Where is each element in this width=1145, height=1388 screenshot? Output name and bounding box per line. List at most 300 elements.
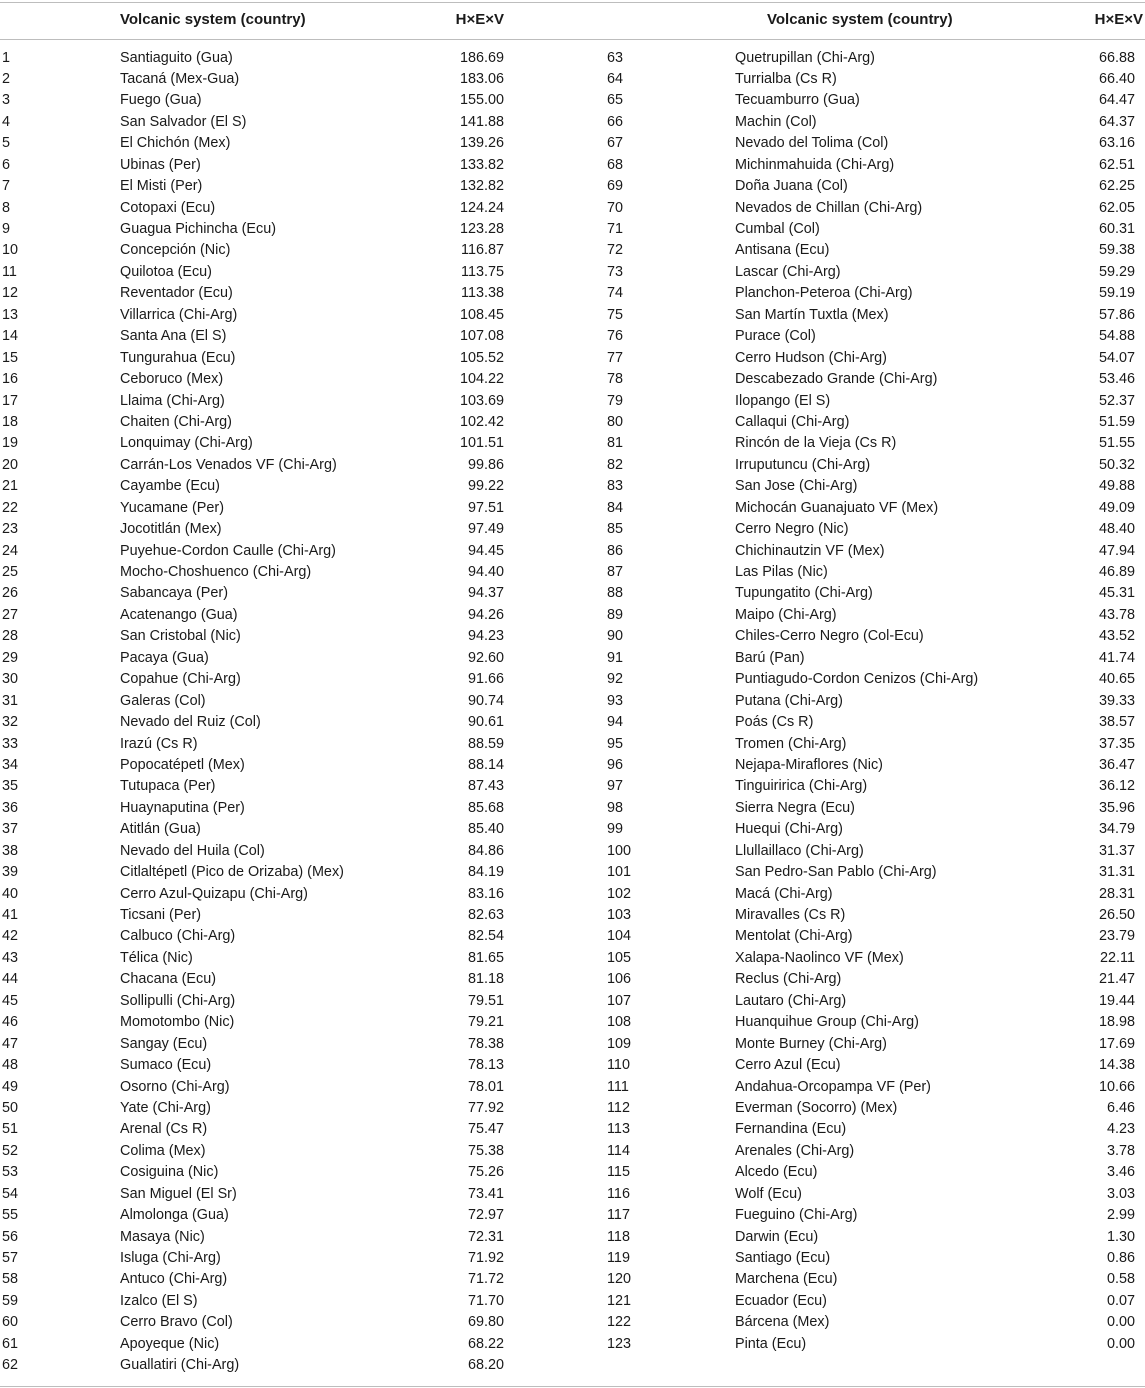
hxexv-value-left: 82.54	[467, 928, 504, 945]
volcano-name-right: Cumbal (Col)	[735, 221, 820, 237]
hxexv-value-right: 31.31	[1098, 864, 1135, 881]
rank-left: 14	[2, 328, 19, 345]
rank-right: 95	[607, 735, 624, 752]
hxexv-value-right: 10.66	[1098, 1078, 1135, 1095]
hxexv-value-left: 85.68	[467, 799, 504, 816]
header-rule	[0, 39, 1145, 40]
rank-right: 112	[607, 1099, 630, 1116]
rank-right: 90	[607, 628, 624, 645]
hxexv-value-left: 99.86	[467, 456, 504, 473]
rank-left: 49	[2, 1078, 19, 1095]
table-row	[0, 1248, 1145, 1269]
rank-right: 91	[607, 649, 624, 666]
rank-left: 47	[2, 1035, 19, 1052]
volcano-name-left: Cayambe (Ecu)	[120, 478, 220, 495]
volcano-name-left: Lonquimay (Chi-Arg)	[120, 435, 253, 452]
rank-right: 83	[607, 478, 624, 495]
table-row	[0, 48, 1145, 69]
table-row	[0, 412, 1145, 433]
table-row	[0, 1162, 1145, 1183]
rank-right: 87	[607, 564, 624, 580]
hxexv-value-left: 77.92	[467, 1099, 504, 1116]
hxexv-value-right: 50.32	[1098, 456, 1135, 473]
hxexv-value-left: 85.40	[467, 821, 504, 838]
rank-left: 9	[2, 221, 11, 237]
hxexv-value-right: 2.99	[1106, 1207, 1135, 1224]
rank-right: 117	[607, 1207, 630, 1224]
hxexv-value-left: 99.22	[467, 478, 504, 495]
hxexv-value-left: 78.38	[467, 1035, 504, 1052]
volcano-name-left: Atitlán (Gua)	[120, 821, 201, 838]
hxexv-value-right: 64.37	[1098, 113, 1135, 130]
rank-left: 54	[2, 1185, 19, 1202]
rank-left: 37	[2, 821, 19, 838]
table-row	[0, 1098, 1145, 1119]
hxexv-value-right: 0.58	[1106, 1271, 1135, 1288]
hxexv-value-left: 124.24	[459, 199, 504, 216]
volcano-name-left: Nevado del Huila (Col)	[120, 842, 265, 859]
hxexv-value-left: 94.40	[467, 564, 504, 580]
rank-right: 108	[607, 1014, 632, 1031]
rank-right: 121	[607, 1292, 632, 1309]
rank-left: 32	[2, 714, 19, 731]
rank-right: 74	[607, 285, 624, 302]
table-row	[0, 262, 1145, 283]
rank-right: 107	[607, 992, 632, 1009]
hxexv-value-right: 22.11	[1100, 949, 1135, 966]
rank-left: 48	[2, 1057, 19, 1074]
hxexv-value-left: 183.06	[459, 70, 504, 87]
header-hxexv-right: H×E×V	[1094, 11, 1143, 28]
hxexv-value-right: 45.31	[1098, 585, 1135, 602]
hxexv-value-left: 88.59	[467, 735, 504, 752]
hxexv-value-right: 66.40	[1098, 70, 1135, 87]
rank-right: 71	[607, 221, 624, 237]
hxexv-value-left: 68.20	[467, 1357, 504, 1374]
rank-right: 92	[607, 671, 624, 688]
rank-left: 50	[2, 1099, 19, 1116]
volcano-name-left: Acatenango (Gua)	[120, 606, 238, 623]
volcano-name-right: Planchon-Peteroa (Chi-Arg)	[735, 285, 913, 302]
rank-right: 78	[607, 371, 624, 388]
hxexv-value-right: 0.00	[1106, 1335, 1135, 1352]
rank-left: 59	[2, 1292, 19, 1309]
volcano-name-left: Télica (Nic)	[120, 949, 193, 966]
rank-right: 104	[607, 928, 632, 945]
hxexv-value-right: 49.88	[1098, 478, 1135, 495]
hxexv-value-right: 47.94	[1098, 542, 1135, 559]
rank-right: 122	[607, 1314, 632, 1331]
table-row	[0, 455, 1145, 476]
volcano-name-right: Barú (Pan)	[735, 649, 805, 666]
volcano-name-left: Masaya (Nic)	[120, 1228, 205, 1245]
table-row	[0, 1184, 1145, 1205]
volcano-name-left: Santa Ana (El S)	[120, 328, 227, 345]
volcano-name-right: Santiago (Ecu)	[735, 1250, 831, 1266]
rank-left: 11	[2, 263, 17, 280]
rank-left: 40	[2, 885, 19, 902]
volcano-name-right: Descabezado Grande (Chi-Arg)	[735, 371, 938, 388]
table-row	[0, 1205, 1145, 1226]
table-row	[0, 583, 1145, 604]
hxexv-value-left: 102.42	[459, 413, 504, 430]
volcano-name-right: Marchena (Ecu)	[735, 1271, 838, 1288]
hxexv-value-right: 18.98	[1098, 1014, 1135, 1031]
volcano-name-left: Yucamane (Per)	[120, 499, 224, 516]
table-row	[0, 905, 1145, 926]
rank-right: 110	[607, 1057, 630, 1074]
hxexv-value-left: 81.65	[467, 949, 504, 966]
table-row	[0, 562, 1145, 583]
volcano-name-left: Villarrica (Chi-Arg)	[120, 306, 238, 323]
hxexv-value-right: 40.65	[1098, 671, 1135, 688]
volcano-name-left: Guallatiri (Chi-Arg)	[120, 1357, 240, 1374]
table-row	[0, 776, 1145, 797]
hxexv-value-left: 69.80	[467, 1314, 504, 1331]
volcano-name-left: Irazú (Cs R)	[120, 735, 198, 752]
volcano-name-right: Doña Juana (Col)	[735, 178, 848, 195]
rank-right: 69	[607, 178, 624, 195]
hxexv-value-left: 105.52	[459, 349, 504, 366]
hxexv-value-left: 132.82	[459, 178, 504, 195]
rank-right: 102	[607, 885, 632, 902]
table-row	[0, 1312, 1145, 1333]
volcano-name-left: Colima (Mex)	[120, 1142, 206, 1159]
hxexv-value-right: 37.35	[1098, 735, 1135, 752]
hxexv-value-left: 72.31	[467, 1228, 504, 1245]
volcano-name-right: Huanquihue Group (Chi-Arg)	[735, 1014, 919, 1031]
table-row	[0, 1119, 1145, 1140]
rank-left: 53	[2, 1164, 19, 1181]
rank-right: 115	[607, 1164, 630, 1181]
volcano-name-right: Miravalles (Cs R)	[735, 907, 846, 923]
hxexv-value-right: 64.47	[1098, 92, 1135, 109]
volcano-name-right: Tupungatito (Chi-Arg)	[735, 585, 873, 602]
volcano-name-right: Wolf (Ecu)	[735, 1185, 802, 1202]
table-row	[0, 283, 1145, 304]
table-row	[0, 926, 1145, 947]
volcano-name-right: Monte Burney (Chi-Arg)	[735, 1035, 887, 1052]
rank-left: 34	[2, 756, 19, 773]
rank-left: 12	[2, 285, 19, 302]
rank-left: 52	[2, 1142, 19, 1159]
hxexv-value-right: 49.09	[1098, 499, 1135, 516]
rank-right: 97	[607, 778, 624, 795]
rank-right: 70	[607, 199, 624, 216]
hxexv-value-right: 54.07	[1098, 349, 1135, 366]
hxexv-value-left: 104.22	[459, 371, 504, 388]
volcano-name-right: Cerro Hudson (Chi-Arg)	[735, 349, 887, 366]
table-row	[0, 541, 1145, 562]
volcano-name-left: Pacaya (Gua)	[120, 649, 209, 666]
volcano-name-left: Sabancaya (Per)	[120, 585, 228, 602]
rank-right: 106	[607, 971, 632, 988]
rank-left: 39	[2, 864, 19, 881]
volcano-name-right: Nejapa-Miraflores (Nic)	[735, 756, 883, 773]
hxexv-value-left: 94.26	[467, 606, 504, 623]
rank-left: 46	[2, 1014, 19, 1031]
hxexv-value-left: 108.45	[459, 306, 504, 323]
volcano-name-left: Osorno (Chi-Arg)	[120, 1078, 230, 1095]
table-row	[0, 862, 1145, 883]
volcano-name-right: Andahua-Orcopampa VF (Per)	[735, 1078, 931, 1095]
rank-left: 27	[2, 606, 19, 623]
hxexv-value-left: 88.14	[467, 756, 504, 773]
rank-left: 45	[2, 992, 19, 1009]
table-row	[0, 691, 1145, 712]
rank-right: 93	[607, 692, 624, 709]
volcano-name-left: Tungurahua (Ecu)	[120, 349, 236, 366]
volcano-name-left: Huaynaputina (Per)	[120, 799, 245, 816]
hxexv-value-right: 31.37	[1098, 842, 1135, 859]
hxexv-value-right: 43.52	[1098, 628, 1135, 645]
hxexv-value-left: 97.49	[467, 521, 504, 538]
table-row	[0, 240, 1145, 261]
volcano-name-left: Citlaltépetl (Pico de Orizaba) (Mex)	[120, 864, 344, 881]
table-row	[0, 969, 1145, 990]
volcano-name-right: Michocán Guanajuato VF (Mex)	[735, 499, 939, 516]
hxexv-value-right: 53.46	[1098, 371, 1135, 388]
hxexv-value-right: 1.30	[1106, 1228, 1135, 1245]
rank-left: 35	[2, 778, 19, 795]
hxexv-value-left: 107.08	[459, 328, 504, 345]
hxexv-value-right: 39.33	[1098, 692, 1135, 709]
volcano-name-left: El Chichón (Mex)	[120, 135, 231, 152]
table-row	[0, 369, 1145, 390]
rank-left: 3	[2, 92, 11, 109]
volcano-name-left: Isluga (Chi-Arg)	[120, 1250, 221, 1266]
hxexv-value-right: 23.79	[1098, 928, 1135, 945]
table-row	[0, 391, 1145, 412]
rank-left: 31	[2, 692, 19, 709]
table-row	[0, 198, 1145, 219]
hxexv-value-left: 78.13	[467, 1057, 504, 1074]
rank-right: 73	[607, 263, 624, 280]
volcano-name-right: Reclus (Chi-Arg)	[735, 971, 842, 988]
rank-left: 36	[2, 799, 19, 816]
volcano-name-left: Santiaguito (Gua)	[120, 49, 233, 66]
rank-left: 43	[2, 949, 19, 966]
table-row	[0, 1334, 1145, 1355]
volcano-name-left: San Cristobal (Nic)	[120, 628, 241, 645]
hxexv-value-left: 91.66	[467, 671, 504, 688]
volcano-name-left: Momotombo (Nic)	[120, 1014, 235, 1031]
table-row	[0, 1227, 1145, 1248]
volcano-name-right: Ecuador (Ecu)	[735, 1292, 827, 1309]
table-bottom-rule	[0, 1386, 1145, 1387]
volcano-name-right: Ilopango (El S)	[735, 392, 831, 409]
table-row	[0, 1291, 1145, 1312]
table-row	[0, 1034, 1145, 1055]
table-row	[0, 1141, 1145, 1162]
volcano-name-left: Jocotitlán (Mex)	[120, 521, 222, 538]
hxexv-value-right: 48.40	[1098, 521, 1135, 538]
rank-left: 24	[2, 542, 19, 559]
volcano-name-left: Chaiten (Chi-Arg)	[120, 413, 232, 430]
volcano-name-right: Alcedo (Ecu)	[735, 1164, 818, 1181]
hxexv-value-left: 186.69	[459, 49, 504, 66]
hxexv-value-right: 63.16	[1098, 135, 1135, 152]
hxexv-value-right: 28.31	[1098, 885, 1135, 902]
hxexv-value-right: 59.38	[1098, 242, 1135, 259]
hxexv-value-right: 51.55	[1098, 435, 1135, 452]
table-row	[0, 755, 1145, 776]
volcano-name-left: Ceboruco (Mex)	[120, 371, 224, 388]
hxexv-value-right: 6.46	[1106, 1099, 1135, 1116]
rank-left: 22	[2, 499, 19, 516]
volcano-name-right: Darwin (Ecu)	[735, 1228, 819, 1245]
volcano-name-left: San Miguel (El Sr)	[120, 1185, 237, 1202]
hxexv-value-right: 46.89	[1098, 564, 1135, 580]
volcano-name-left: Puyehue-Cordon Caulle (Chi-Arg)	[120, 542, 336, 559]
volcano-name-left: Nevado del Ruiz (Col)	[120, 714, 261, 731]
hxexv-value-left: 75.38	[467, 1142, 504, 1159]
table-row	[0, 90, 1145, 111]
volcano-name-right: Llullaillaco (Chi-Arg)	[735, 842, 864, 859]
volcano-name-left: Carrán-Los Venados VF (Chi-Arg)	[120, 456, 337, 473]
volcano-name-left: Almolonga (Gua)	[120, 1207, 229, 1224]
table-row	[0, 305, 1145, 326]
header-hxexv-left: H×E×V	[455, 11, 504, 28]
rank-right: 119	[607, 1250, 630, 1266]
hxexv-value-right: 59.19	[1098, 285, 1135, 302]
volcano-name-left: Reventador (Ecu)	[120, 285, 233, 302]
hxexv-value-right: 57.86	[1098, 306, 1135, 323]
volcano-name-right: Nevados de Chillan (Chi-Arg)	[735, 199, 923, 216]
hxexv-value-left: 83.16	[467, 885, 504, 902]
rank-right: 72	[607, 242, 624, 259]
hxexv-value-left: 73.41	[467, 1185, 504, 1202]
rank-left: 13	[2, 306, 19, 323]
rank-right: 64	[607, 70, 624, 87]
volcano-name-right: Mentolat (Chi-Arg)	[735, 928, 853, 945]
rank-right: 114	[607, 1142, 630, 1159]
hxexv-value-right: 62.25	[1098, 178, 1135, 195]
hxexv-value-left: 78.01	[467, 1078, 504, 1095]
rank-left: 10	[2, 242, 19, 259]
hxexv-value-left: 113.38	[461, 285, 504, 302]
table-row	[0, 669, 1145, 690]
rank-right: 105	[607, 949, 632, 966]
volcano-name-right: Macá (Chi-Arg)	[735, 885, 833, 902]
volcano-name-right: Chiles-Cerro Negro (Col-Ecu)	[735, 628, 924, 645]
table-row	[0, 69, 1145, 90]
hxexv-value-left: 82.63	[467, 907, 504, 923]
volcano-name-left: Sumaco (Ecu)	[120, 1057, 212, 1074]
hxexv-value-left: 71.92	[467, 1250, 504, 1266]
volcano-name-right: San Martín Tuxtla (Mex)	[735, 306, 889, 323]
hxexv-value-left: 79.21	[467, 1014, 504, 1031]
hxexv-value-left: 116.87	[461, 242, 504, 259]
volcano-name-left: Calbuco (Chi-Arg)	[120, 928, 236, 945]
hxexv-value-left: 139.26	[459, 135, 504, 152]
volcano-name-left: Ubinas (Per)	[120, 156, 201, 173]
hxexv-value-left: 84.19	[467, 864, 504, 881]
volcano-name-left: Apoyeque (Nic)	[120, 1335, 220, 1352]
hxexv-value-right: 66.88	[1098, 49, 1135, 66]
rank-right: 123	[607, 1335, 632, 1352]
table-row	[0, 348, 1145, 369]
volcano-name-left: Cotopaxi (Ecu)	[120, 199, 216, 216]
rank-right: 68	[607, 156, 624, 173]
table-row	[0, 219, 1145, 240]
volcano-name-left: Ticsani (Per)	[120, 907, 202, 923]
hxexv-value-right: 62.51	[1098, 156, 1135, 173]
volcano-name-left: San Salvador (El S)	[120, 113, 247, 130]
volcano-name-left: Mocho-Choshuenco (Chi-Arg)	[120, 564, 312, 580]
hxexv-value-right: 19.44	[1098, 992, 1135, 1009]
volcano-name-right: Irruputuncu (Chi-Arg)	[735, 456, 871, 473]
volcano-name-right: Poás (Cs R)	[735, 714, 814, 731]
hxexv-value-left: 94.37	[467, 585, 504, 602]
hxexv-value-right: 3.78	[1106, 1142, 1135, 1159]
rank-left: 23	[2, 521, 19, 538]
table-body	[0, 48, 1145, 1377]
rank-left: 6	[2, 156, 11, 173]
volcano-name-right: Bárcena (Mex)	[735, 1314, 830, 1331]
hxexv-value-right: 3.46	[1106, 1164, 1135, 1181]
table-row	[0, 712, 1145, 733]
hxexv-value-left: 71.70	[467, 1292, 504, 1309]
hxexv-value-left: 72.97	[467, 1207, 504, 1224]
hxexv-value-left: 71.72	[467, 1271, 504, 1288]
hxexv-value-left: 90.61	[467, 714, 504, 731]
rank-right: 98	[607, 799, 624, 816]
volcano-name-right: Everman (Socorro) (Mex)	[735, 1099, 898, 1116]
rank-left: 29	[2, 649, 19, 666]
table-row	[0, 176, 1145, 197]
rank-right: 89	[607, 606, 624, 623]
volcano-name-left: Cerro Azul-Quizapu (Chi-Arg)	[120, 885, 308, 902]
volcano-name-left: Cerro Bravo (Col)	[120, 1314, 233, 1331]
volcano-name-right: Nevado del Tolima (Col)	[735, 135, 889, 152]
hxexv-value-right: 4.23	[1106, 1121, 1135, 1138]
hxexv-value-right: 54.88	[1098, 328, 1135, 345]
hxexv-value-right: 36.12	[1098, 778, 1135, 795]
rank-left: 55	[2, 1207, 19, 1224]
table-row	[0, 605, 1145, 626]
rank-right: 103	[607, 907, 632, 923]
hxexv-value-right: 3.03	[1106, 1185, 1135, 1202]
table-row	[0, 1077, 1145, 1098]
hxexv-value-right: 43.78	[1098, 606, 1135, 623]
hxexv-value-left: 94.45	[467, 542, 504, 559]
volcano-name-right: Puntiagudo-Cordon Cenizos (Chi-Arg)	[735, 671, 979, 688]
volcano-name-right: Huequi (Chi-Arg)	[735, 821, 843, 838]
hxexv-value-right: 41.74	[1098, 649, 1135, 666]
table-row	[0, 991, 1145, 1012]
table-row	[0, 734, 1145, 755]
volcano-name-right: Maipo (Chi-Arg)	[735, 606, 837, 623]
rank-left: 2	[2, 70, 11, 87]
volcano-name-right: Machin (Col)	[735, 113, 817, 130]
table-row	[0, 1269, 1145, 1290]
rank-left: 21	[2, 478, 19, 495]
hxexv-value-left: 79.51	[467, 992, 504, 1009]
rank-right: 66	[607, 113, 624, 130]
rank-right: 76	[607, 328, 624, 345]
rank-left: 30	[2, 671, 19, 688]
rank-left: 18	[2, 413, 19, 430]
table-row	[0, 133, 1145, 154]
rank-left: 26	[2, 585, 19, 602]
rank-right: 82	[607, 456, 624, 473]
table-row	[0, 1355, 1145, 1376]
rank-left: 15	[2, 349, 19, 366]
volcano-name-left: Cosiguina (Nic)	[120, 1164, 219, 1181]
volcano-name-right: Las Pilas (Nic)	[735, 564, 828, 580]
rank-left: 28	[2, 628, 19, 645]
